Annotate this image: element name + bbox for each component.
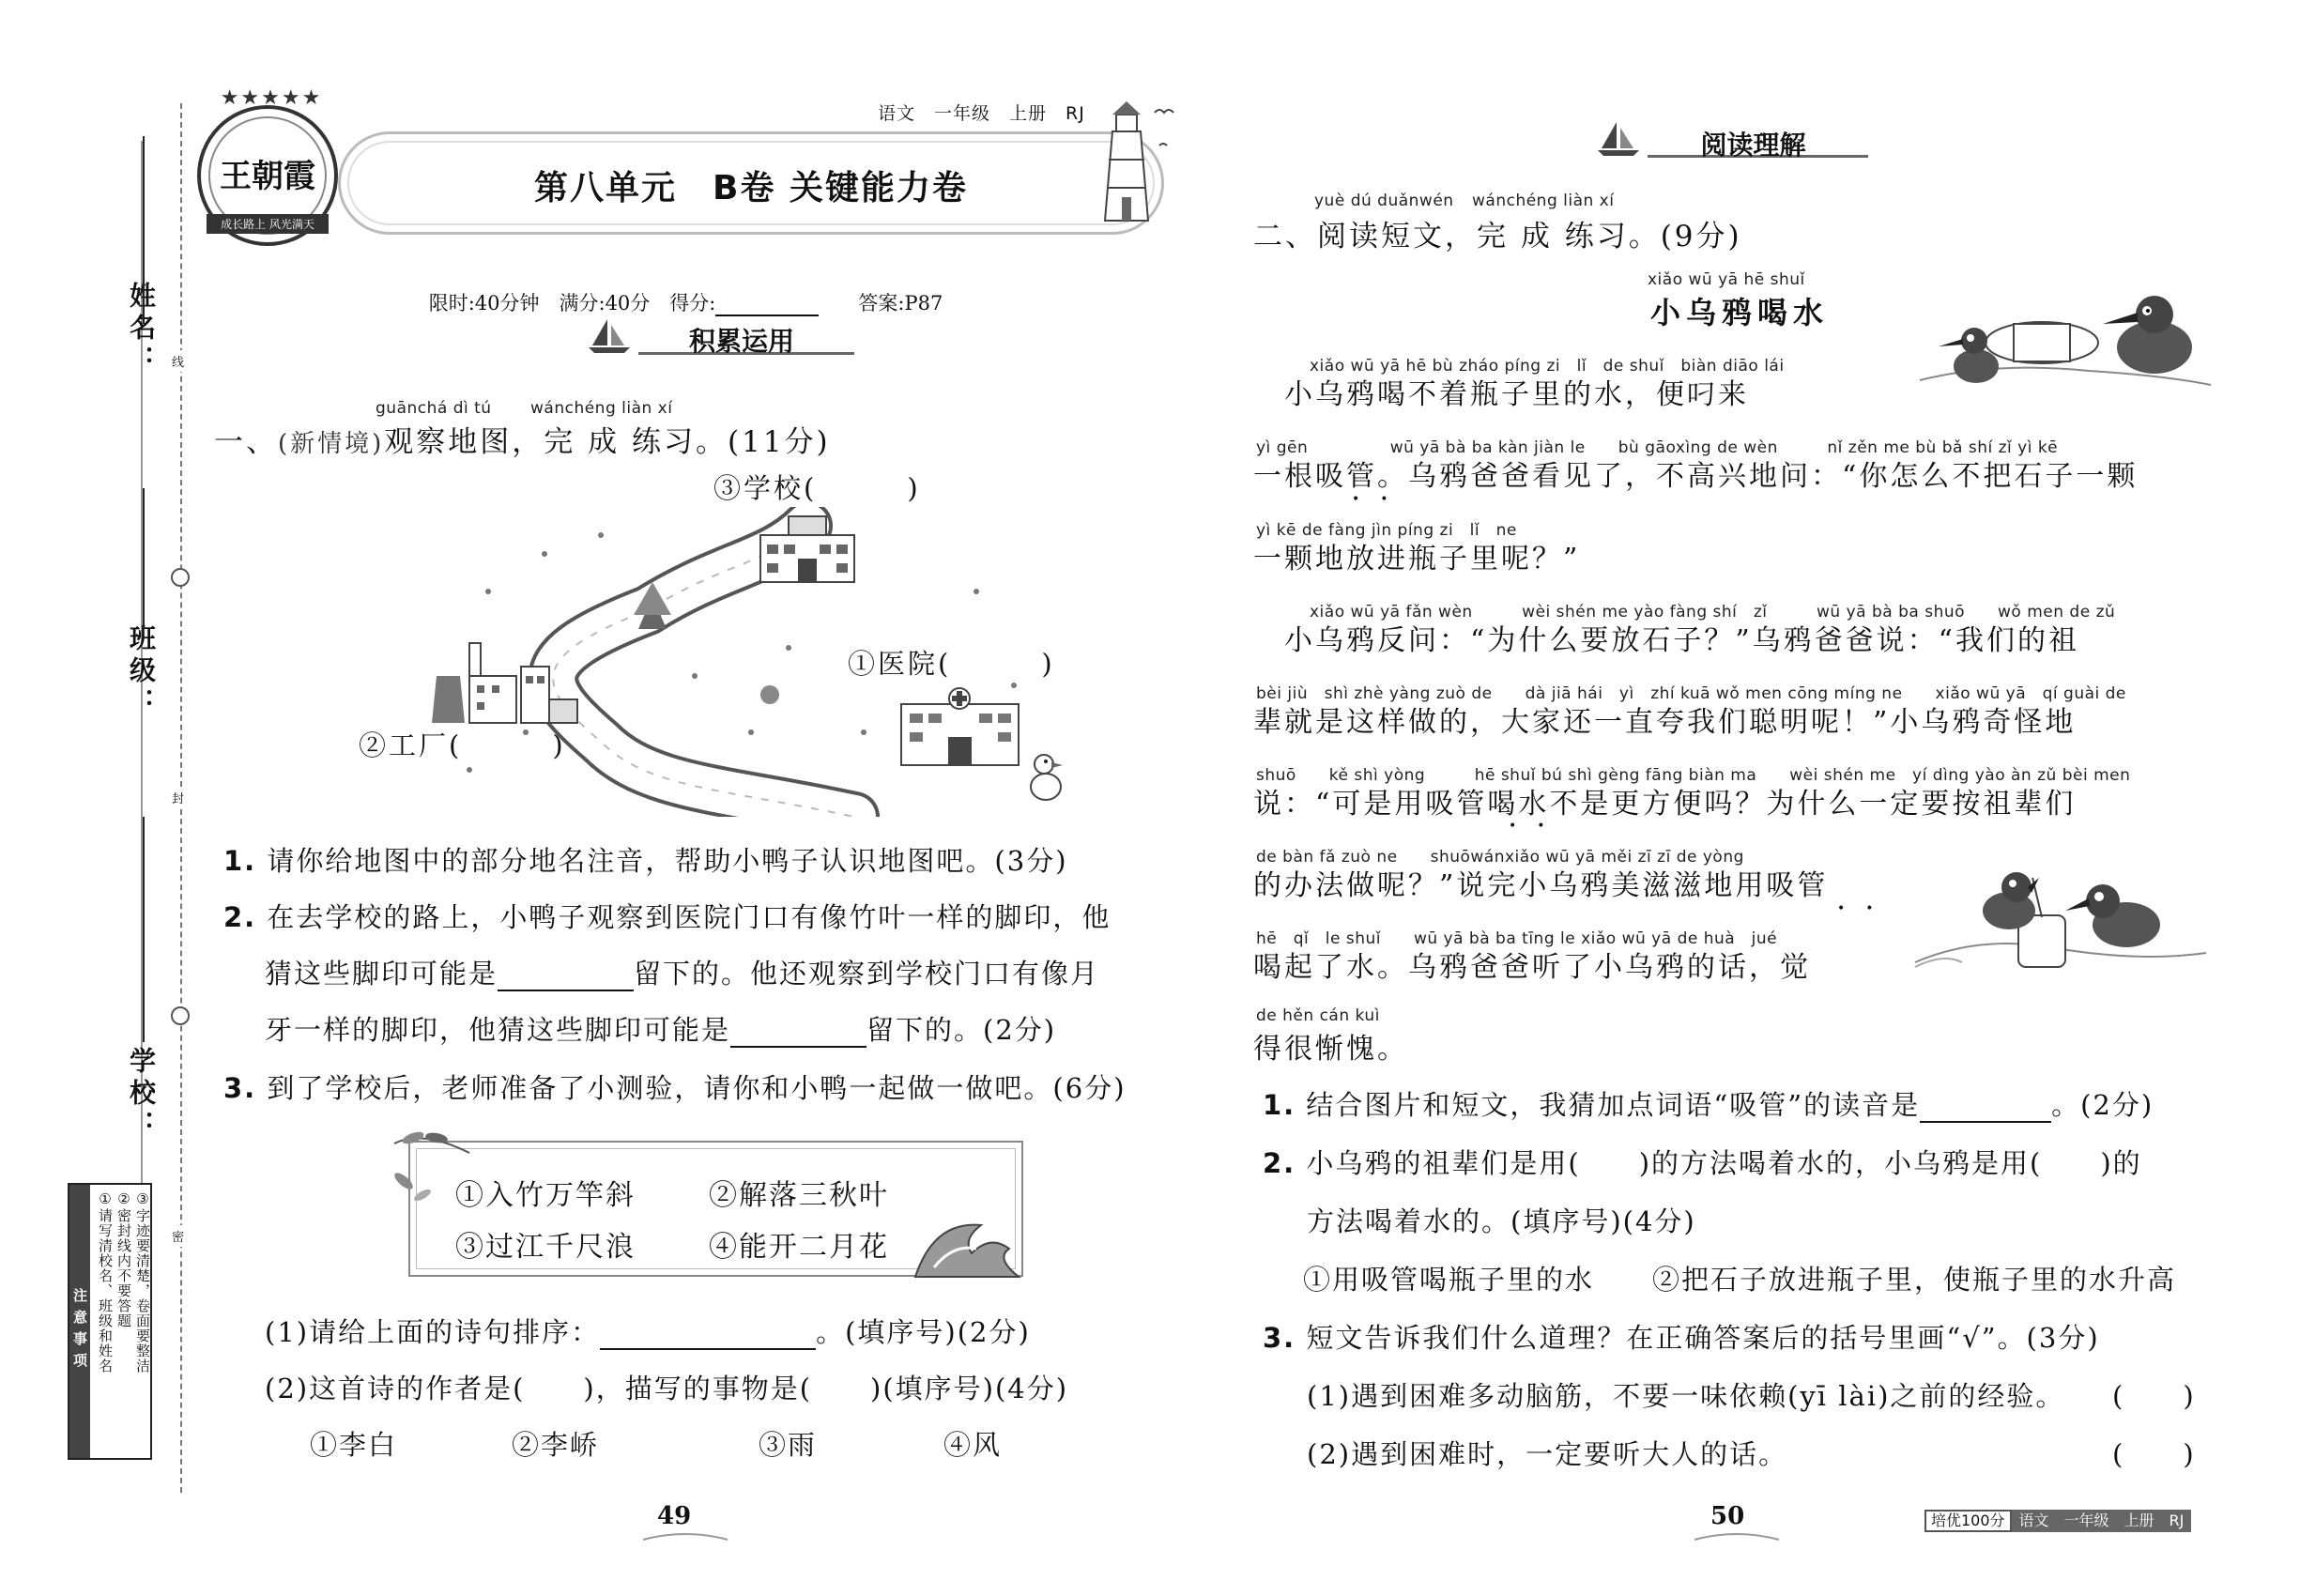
logo-motto: 成长路上 风光满天 <box>207 214 329 234</box>
question-number: 一、 <box>214 425 278 459</box>
wave-decoration-icon <box>906 1202 1047 1286</box>
question-1-2-line3 <box>265 1009 1056 1048</box>
answer-blank[interactable] <box>730 1046 866 1048</box>
pinyin: guānchá dì tú <box>376 399 492 418</box>
page-number: 50 <box>1710 1502 1745 1530</box>
question-text: 猜这些脚印可能是 <box>265 958 498 990</box>
pinyin: yì gēn wū yā bà ba kàn jiàn le bù gāoxìng de wèn nǐ zěn me bù bǎ shí zǐ yì kē <box>1256 438 2059 457</box>
seal-hole <box>171 568 190 587</box>
school-building-icon <box>756 512 859 587</box>
question-text: 短文告诉我们什么道理？在正确答案后的括号里画“√”。(3分) <box>1306 1322 2100 1354</box>
notes-box <box>68 1183 152 1460</box>
question-text: 请你给地图中的部分地名注音，帮助小鸭子认识地图吧。(3分) <box>267 845 1068 877</box>
footer-badge-bar <box>1924 1510 2191 1532</box>
school-field[interactable] <box>143 817 145 1042</box>
note-item: ③字迹要清楚，卷面要整洁 <box>134 1190 151 1373</box>
question-1-3-2: (2)这首诗的作者是( )，描写的事物是( )(填序号)(4分) <box>265 1373 1069 1404</box>
pinyin: bèi jiù shì zhè yàng zuò de dà jiā hái yì zhí kuā wǒ men cōng míng ne xiǎo wū yā qí guài de <box>1256 684 2126 703</box>
question-2-2-line2: 方法喝着水的。(填序号)(4分) <box>1307 1205 1696 1237</box>
story-line: 说：“可是用吸管喝水不是更方便吗？为什么一定要按祖辈们 <box>1253 788 2077 821</box>
sailboat-icon <box>587 317 634 355</box>
poem-line: ①入竹万竿斜 <box>455 1179 636 1212</box>
emphasis-dots: •• <box>1352 492 1409 507</box>
book-meta: 语文 一年级 上册 RJ <box>878 103 1085 124</box>
section-heading: 阅读理解 <box>1700 130 1806 161</box>
question-1-3: 3. 到了学校后，老师准备了小测验，请你和小鸭一起做一做吧。(6分) <box>223 1072 1127 1104</box>
question-text: 到了学校后，老师准备了小测验，请你和小鸭一起做一做吧。(6分) <box>267 1072 1127 1104</box>
class-field[interactable] <box>143 488 145 629</box>
school-label: 学校： <box>126 1047 157 1143</box>
notes-title: 注意事项 <box>69 1185 90 1458</box>
option: ①李白 <box>310 1429 398 1461</box>
seal-hole <box>171 1006 190 1025</box>
map-label-factory[interactable]: ②工厂( ) <box>359 729 566 761</box>
duck-icon <box>1023 751 1070 807</box>
answer-ref: 答案:P87 <box>858 292 943 315</box>
page-number-swoosh <box>638 1528 732 1547</box>
seal-char: 封 <box>172 787 184 808</box>
question-text: 留下的。(2分) <box>866 1014 1057 1046</box>
story-line: 喝起了水。乌鸦爸爸听了小乌鸦的话，觉 <box>1253 951 1811 984</box>
brand-logo <box>197 86 338 246</box>
question-1-heading <box>214 418 831 460</box>
pinyin: hē qǐ le shuǐ wū yā bà ba tīng le xiǎo wū yā de huà jué <box>1256 929 1778 948</box>
star-icon: ★★★★★ <box>220 86 323 110</box>
question-2-heading: 二、阅读短文，完 成 练习。(9分) <box>1253 220 1742 253</box>
question-2-1: 1. 结合图片和短文，我猜加点词语“吸管”的读音是 。(2分) <box>1263 1089 2154 1121</box>
pinyin: xiǎo wū yā hē bù zháo píng zi lǐ de shuǐ biàn diāo lái <box>1310 357 1785 376</box>
question-2-3-option-1: (1)遇到困难多动脑筋，不要一味依赖(yī lài)之前的经验。 <box>1307 1380 2065 1412</box>
section-heading: 积累运用 <box>688 326 794 357</box>
question-text: 牙一样的脚印，他猜这些脚印可能是 <box>265 1014 731 1046</box>
pinyin: xiǎo wū yā fǎn wèn wèi shén me yào fàng shí zǐ wū yā bà ba shuō wǒ men de zǔ <box>1310 603 2116 622</box>
answer-blank[interactable] <box>1920 1121 2051 1123</box>
sailboat-icon <box>1596 120 1643 158</box>
question-text: 。(填序号)(2分) <box>816 1316 1031 1348</box>
question-text: 。(2分) <box>2051 1089 2154 1121</box>
footer-meta: 语文 一年级 上册 RJ <box>2012 1510 2192 1532</box>
class-label: 班级： <box>126 624 157 720</box>
pinyin: yì kē de fàng jìn píng zi lǐ ne <box>1256 521 1517 540</box>
story-line: 一颗地放进瓶子里呢？” <box>1253 543 1581 575</box>
question-1-2: 2. 在去学校的路上，小鸭子观察到医院门口有像竹叶一样的脚印，他 <box>223 901 1112 933</box>
question-text: 留下的。他还观察到学校门口有像月 <box>634 958 1100 990</box>
story-line: 的办法做呢？”说完小乌鸦美滋滋地用吸管 <box>1253 869 1829 902</box>
logo-text: 王朝霞 <box>220 158 315 195</box>
pinyin: de bàn fǎ zuò ne shuōwánxiǎo wū yā měi zī zī de yòng <box>1256 848 1744 867</box>
map-label-school[interactable]: ③学校( ) <box>713 472 921 504</box>
exam-info-text: 限时:40分钟 满分:40分 得分: <box>428 292 716 315</box>
seal-char: 线 <box>172 350 184 372</box>
answer-checkbox[interactable]: ( ) <box>2112 1380 2196 1412</box>
question-text: 小乌鸦的祖辈们是用( )的方法喝着水的，小乌鸦是用( )的 <box>1306 1147 2142 1179</box>
poem-line: ③过江千尺浪 <box>455 1231 636 1264</box>
pinyin: xiǎo wū yā hē shuǐ <box>1648 270 1805 289</box>
note-item: ②密封线内不要答题 <box>115 1190 132 1328</box>
story-line: 辈就是这样做的，大家还一直夸我们聪明呢！”小乌鸦奇怪地 <box>1253 706 2077 739</box>
footer-badge: 培优100分 <box>1924 1510 2012 1532</box>
seal-char: 密 <box>172 1225 184 1247</box>
option: ②李峤 <box>512 1429 600 1461</box>
question-2-2-options: ①用吸管喝瓶子里的水 ②把石子放进瓶子里，使瓶子里的水升高 <box>1303 1264 2177 1296</box>
page-number: 49 <box>657 1502 692 1530</box>
answer-blank[interactable] <box>600 1348 816 1350</box>
story-line: 小乌鸦喝不着瓶子里的水，便叼来 <box>1253 378 1749 411</box>
question-1-1: 1. 请你给地图中的部分地名注音，帮助小鸭子认识地图吧。(3分) <box>223 845 1068 877</box>
emphasis-dots: •• <box>1509 819 1566 834</box>
factory-building-icon <box>432 638 582 728</box>
name-field[interactable] <box>143 136 145 324</box>
page-number-swoosh <box>1690 1528 1784 1547</box>
poem-line: ④能开二月花 <box>709 1231 889 1264</box>
question-2-3: 3. 短文告诉我们什么道理？在正确答案后的括号里画“√”。(3分) <box>1263 1322 2100 1354</box>
option: ④风 <box>943 1429 1003 1461</box>
option: ③雨 <box>759 1429 818 1461</box>
story-title: 小乌鸦喝水 <box>1650 295 1830 330</box>
map-label-hospital[interactable]: ①医院( ) <box>848 648 1055 680</box>
name-label: 姓名： <box>126 282 157 377</box>
question-text: 在去学校的路上，小鸭子观察到医院门口有像竹叶一样的脚印，他 <box>267 901 1112 933</box>
pinyin: wánchéng liàn xí <box>530 399 673 418</box>
question-2-2: 2. 小乌鸦的祖辈们是用( )的方法喝着水的，小乌鸦是用( )的 <box>1263 1147 2142 1179</box>
story-line: 小乌鸦反问：“为什么要放石子？”乌鸦爸爸说：“我们的祖 <box>1253 624 2080 657</box>
crow-illustration <box>1901 286 2220 408</box>
story-line: 一根吸管。乌鸦爸爸看见了，不高兴地问：“你怎么不把石子一颗 <box>1253 460 2139 493</box>
page-title: 第八单元 B卷 关键能力卷 <box>534 169 968 207</box>
poem-line: ②解落三秋叶 <box>709 1179 889 1212</box>
pinyin: shuō kě shì yòng hē shuǐ bú shì gèng fāng biàn ma wèi shén me yí dìng yào àn zǔ bèi men <box>1256 766 2131 785</box>
emphasis-dots: •• <box>1837 901 1894 916</box>
crow-drinking-illustration <box>1906 859 2216 990</box>
note-item: ①请写清校名、班级和姓名 <box>97 1190 114 1373</box>
answer-blank[interactable] <box>498 990 634 991</box>
question-text: 结合图片和短文，我猜加点词语“吸管”的读音是 <box>1306 1089 1921 1121</box>
question-1-2-line2 <box>265 953 1099 991</box>
question-1-3-1 <box>265 1312 1031 1350</box>
pinyin: yuè dú duǎnwén <box>1314 192 1454 210</box>
story-line: 得很惭愧。 <box>1253 1033 1408 1066</box>
question-text: (1)请给上面的诗句排序： <box>265 1316 601 1348</box>
pinyin: wánchéng liàn xí <box>1472 192 1615 210</box>
pinyin: de hěn cán kuì <box>1256 1006 1380 1025</box>
score-field[interactable] <box>715 315 819 316</box>
question-text: 观察地图，完 成 练习。(11分) <box>384 425 831 459</box>
question-tag: (新情境) <box>278 430 385 458</box>
hospital-building-icon <box>897 685 1023 770</box>
question-2-3-option-2: (2)遇到困难时，一定要听大人的话。 <box>1307 1438 1788 1470</box>
answer-checkbox[interactable]: ( ) <box>2112 1438 2196 1470</box>
